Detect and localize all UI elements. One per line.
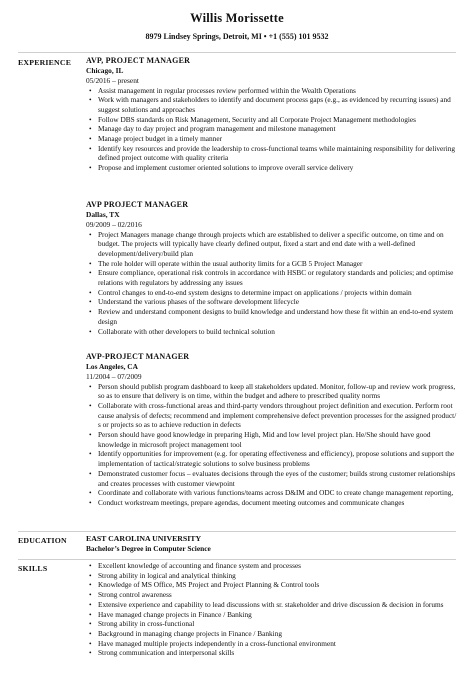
job-dates: 09/2009 – 02/2016 — [86, 219, 142, 229]
list-item: • Have managed change projects in Finance / Banking — [98, 610, 458, 620]
list-item: • Assist management in regular processes review performed within the Wealth Operations — [98, 86, 458, 96]
list-item: • Collaborate with cross-functional areas and third-party vendors throughout project definition and execution. Perform root cause analysis of defects; recommend and implement comprehensive defect prevention processes for the assigned product/ s or projects so as to achieve reduction in defects — [98, 401, 458, 430]
list-item: • Extensive experience and capability to lead discussions with sr. stakeholder and drive discussion & decision in forums — [98, 600, 458, 610]
job-entry — [86, 56, 458, 173]
list-item: • Control changes to end-to-end system designs to determine impact on applications / projects within domain — [98, 288, 458, 298]
section-experience-heading: EXPERIENCE — [18, 58, 72, 67]
divider — [18, 52, 456, 53]
list-item: • Understand the various phases of the software development lifecycle — [98, 297, 458, 307]
job-bullet-list — [86, 382, 458, 508]
list-item: • Person should have good knowledge in preparing High, Mid and low level project plan. He/She should have good knowledge in microsoft project management tool — [98, 430, 458, 449]
job-location: Los Angeles, CA — [86, 362, 138, 371]
list-item: • Work with managers and stakeholders to identify and document process gaps (e.g., as evidenced by recurring issues) and suggest solutions and approaches — [98, 95, 458, 114]
list-item: • Propose and implement customer oriented solutions to improve overall service delivery — [98, 163, 458, 173]
list-item: • Strong ability in logical and analytical thinking — [98, 571, 458, 581]
list-item: • Identify key resources and provide the leadership to cross-functional teams while maintaining responsibility for delivering defined project outcome with quality criteria — [98, 144, 458, 163]
list-item: • The role holder will operate within the usual authority limits for a GCB 5 Project Manager — [98, 259, 458, 269]
job-bullet-list — [86, 230, 458, 337]
skills-list — [86, 561, 458, 658]
list-item: • Ensure compliance, operational risk controls in accordance with HSBC or regulatory standards and policies; and optimise relations with regulators by addressing any issues — [98, 268, 458, 287]
school-name: EAST CAROLINA UNIVERSITY — [86, 534, 202, 543]
section-education-heading: EDUCATION — [18, 536, 67, 545]
job-title: AVP-PROJECT MANAGER — [86, 352, 190, 361]
job-bullet-list — [86, 86, 458, 173]
degree: Bachelor’s Degree in Computer Science — [86, 544, 211, 553]
list-item: • Follow DBS standards on Risk Management, Security and all Corporate Project Management methodologies — [98, 115, 458, 125]
list-item: • Strong control awareness — [98, 590, 458, 600]
divider — [18, 531, 456, 532]
list-item: • Excellent knowledge of accounting and finance system and processes — [98, 561, 458, 571]
list-item: • Review and understand component designs to build knowledge and understand how these fit within an end-to-end system design — [98, 307, 458, 326]
list-item: • Person should publish program dashboard to keep all stakeholders updated. Monitor, follow-up and review work progress, so as to ensure that delivery is on time, within the budget and adhere to prescribed quality norms — [98, 382, 458, 401]
list-item: • Strong communication and interpersonal skills — [98, 648, 458, 658]
job-location: Dallas, TX — [86, 210, 120, 219]
list-item: • Background in managing change projects in Finance / Banking — [98, 629, 458, 639]
job-entry — [86, 352, 458, 508]
list-item: • Have managed multiple projects independently in a cross-functional environment — [98, 639, 458, 649]
list-item: • Strong ability in cross-functional — [98, 619, 458, 629]
job-title: AVP PROJECT MANAGER — [86, 200, 189, 209]
list-item: • Demonstrated customer focus – evaluates decisions through the eyes of the customer; builds strong customer relationships and creates processes with customer viewpoint — [98, 469, 458, 488]
job-dates: 11/2004 – 07/2009 — [86, 371, 142, 381]
list-item: • Manage project budget in a timely manner — [98, 134, 458, 144]
candidate-name: Willis Morissette — [190, 11, 284, 25]
list-item: • Collaborate with other developers to build technical solution — [98, 327, 458, 337]
job-dates: 05/2016 – present — [86, 75, 139, 85]
job-entry — [86, 200, 458, 336]
job-title: AVP, PROJECT MANAGER — [86, 56, 191, 65]
contact-line: 8979 Lindsey Springs, Detroit, MI • +1 (555) 101 9532 — [145, 32, 329, 41]
list-item: • Project Managers manage change through projects which are established to deliver a specific outcome, on time and on budget. The projects will typically have clearly defined output, fixed a start and end date with a well-defined development/delivery/build plan — [98, 230, 458, 259]
education-entry — [86, 534, 458, 554]
section-skills-heading: SKILLS — [18, 564, 48, 573]
job-location: Chicago, IL — [86, 66, 124, 75]
list-item: • Identify opportunities for improvement (e.g. for operating effectiveness and efficiency), propose solutions and support the implementation of tactical/strategic solutions to solve business problems — [98, 449, 458, 468]
list-item: • Coordinate and collaborate with various functions/teams across D&IM and ODC to create change management reporting, — [98, 488, 458, 498]
list-item: • Conduct workstream meetings, prepare agendas, document meeting outcomes and communicate changes — [98, 498, 458, 508]
list-item: • Knowledge of MS Office, MS Project and Project Planning & Control tools — [98, 580, 458, 590]
list-item: • Manage day to day project and program management and milestone management — [98, 124, 458, 134]
skills-entry — [86, 560, 458, 658]
